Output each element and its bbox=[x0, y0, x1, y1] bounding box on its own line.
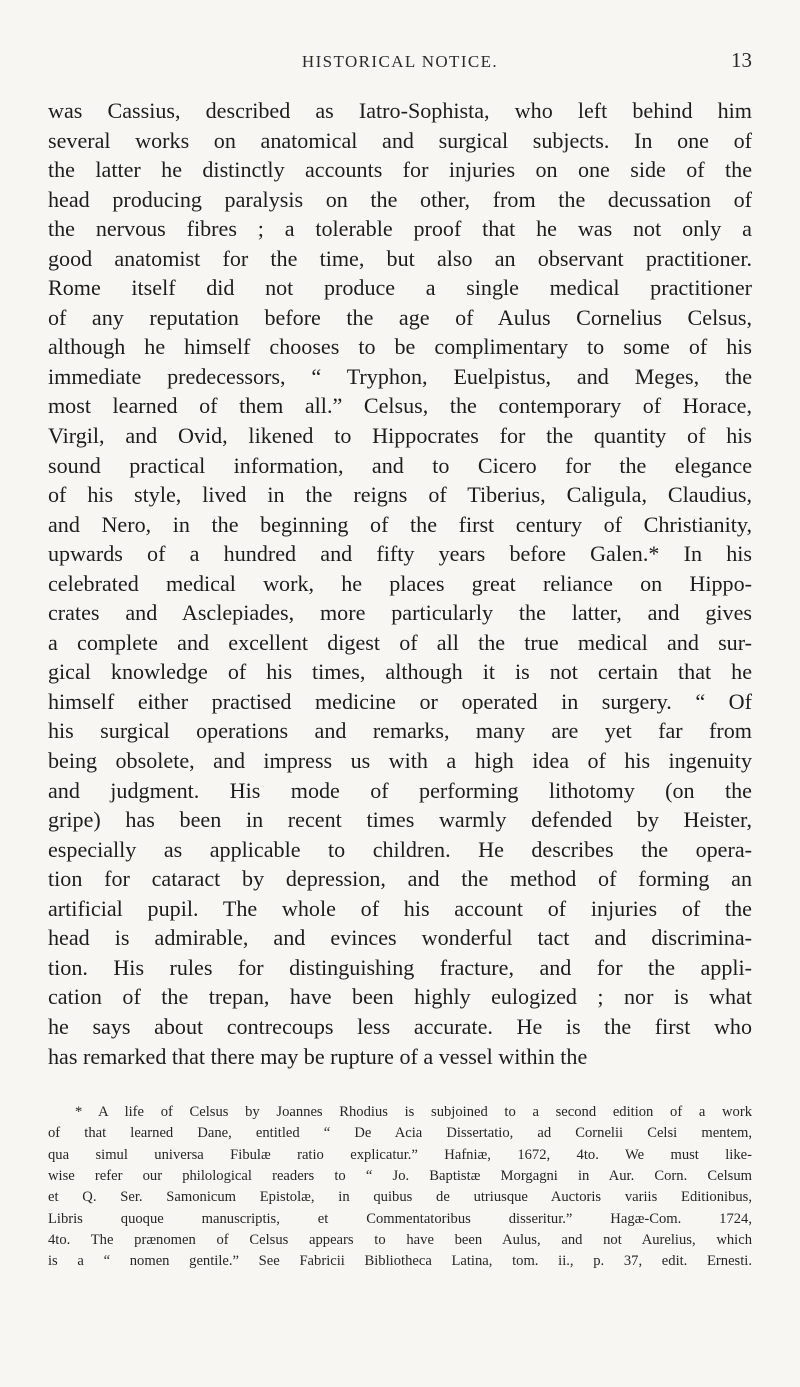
body-line: artificial pupil. The whole of his account of injuries of the bbox=[48, 895, 752, 921]
body-line: and judgment. His mode of performing lithotomy (on the bbox=[48, 777, 752, 803]
body-line: several works on anatomical and surgical subjects. In one of bbox=[48, 127, 752, 153]
body-line: he says about contrecoups less accurate. He is the first who bbox=[48, 1013, 752, 1039]
body-line: especially as applicable to children. He describes the opera- bbox=[48, 836, 752, 862]
footnote bbox=[48, 1102, 752, 1272]
body-line: himself either practised medicine or operated in surgery. “ Of bbox=[48, 688, 752, 714]
body-line: tion for cataract by depression, and the method of forming an bbox=[48, 866, 752, 892]
footnote-line: is a “ nomen gentile.” See Fabricii Bibliotheca Latina, tom. ii., p. 37, edit. Ernesti. bbox=[48, 1253, 752, 1270]
body-line: the latter he distinctly accounts for injuries on one side of the bbox=[48, 157, 752, 183]
body-line: tion. His rules for distinguishing fracture, and for the appli- bbox=[48, 954, 752, 980]
footnote-line: qua simul universa Fibulæ ratio explicatur.” Hafniæ, 1672, 4to. We must like- bbox=[48, 1146, 752, 1163]
body-line: crates and Asclepiades, more particularly the latter, and gives bbox=[48, 600, 752, 626]
footnote-line: 4to. The prænomen of Celsus appears to have been Aulus, and not Aurelius, which bbox=[48, 1231, 752, 1248]
body-line: although he himself chooses to be complimentary to some of his bbox=[48, 334, 752, 360]
body-line: of his style, lived in the reigns of Tiberius, Caligula, Claudius, bbox=[48, 482, 752, 508]
body-line: upwards of a hundred and fifty years before Galen.* In his bbox=[48, 541, 752, 567]
body-line: of any reputation before the age of Aulus Cornelius Celsus, bbox=[48, 304, 752, 330]
body-line: head is admirable, and evinces wonderful tact and discrimina- bbox=[48, 925, 752, 951]
body-line: Rome itself did not produce a single medical practitioner bbox=[48, 275, 752, 301]
page-number: 13 bbox=[731, 48, 752, 72]
body-line: head producing paralysis on the other, from the decussation of bbox=[48, 186, 752, 212]
footnote-line: Libris quoque manuscriptis, et Commentatoribus disseritur.” Hagæ-Com. 1724, bbox=[48, 1210, 752, 1227]
body-line: immediate predecessors, “ Tryphon, Euelpistus, and Meges, the bbox=[48, 363, 752, 389]
body-line: and Nero, in the beginning of the first century of Christianity, bbox=[48, 511, 752, 537]
body-line: a complete and excellent digest of all the true medical and sur- bbox=[48, 629, 752, 655]
running-title: HISTORICAL NOTICE. bbox=[301, 52, 499, 71]
body-text bbox=[48, 96, 752, 1071]
body-line: was Cassius, described as Iatro-Sophista, who left behind him bbox=[48, 98, 752, 123]
body-line: good anatomist for the time, but also an observant practitioner. bbox=[48, 245, 752, 271]
footnote-line: of that learned Dane, entitled “ De Acia Dissertatio, ad Cornelii Celsi mentem, bbox=[48, 1125, 752, 1142]
body-line: being obsolete, and impress us with a high idea of his ingenuity bbox=[48, 748, 752, 774]
body-line: celebrated medical work, he places great reliance on Hippo- bbox=[48, 570, 752, 596]
body-line: has remarked that there may be rupture of a vessel within the bbox=[48, 1043, 588, 1069]
footnote-line: wise refer our philological readers to “ Jo. Baptistæ Morgagni in Aur. Corn. Celsum bbox=[48, 1167, 752, 1184]
body-line: Virgil, and Ovid, likened to Hippocrates for the quantity of his bbox=[48, 423, 752, 449]
body-line: his surgical operations and remarks, many are yet far from bbox=[48, 718, 752, 744]
book-page bbox=[48, 38, 752, 1272]
body-line: most learned of them all.” Celsus, the contemporary of Horace, bbox=[48, 393, 752, 419]
running-head bbox=[48, 38, 752, 74]
footnote-line: et Q. Ser. Samonicum Epistolæ, in quibus de utriusque Auctoris variis Editionibus, bbox=[48, 1189, 752, 1206]
footnote-line: * A life of Celsus by Joannes Rhodius is subjoined to a second edition of a work bbox=[75, 1104, 752, 1121]
body-line: sound practical information, and to Cicero for the elegance bbox=[48, 452, 752, 478]
body-line: gripe) has been in recent times warmly defended by Heister, bbox=[48, 807, 752, 833]
body-line: gical knowledge of his times, although it is not certain that he bbox=[48, 659, 752, 685]
body-line: the nervous fibres ; a tolerable proof that he was not only a bbox=[48, 216, 752, 242]
body-line: cation of the trepan, have been highly eulogized ; nor is what bbox=[48, 984, 752, 1010]
